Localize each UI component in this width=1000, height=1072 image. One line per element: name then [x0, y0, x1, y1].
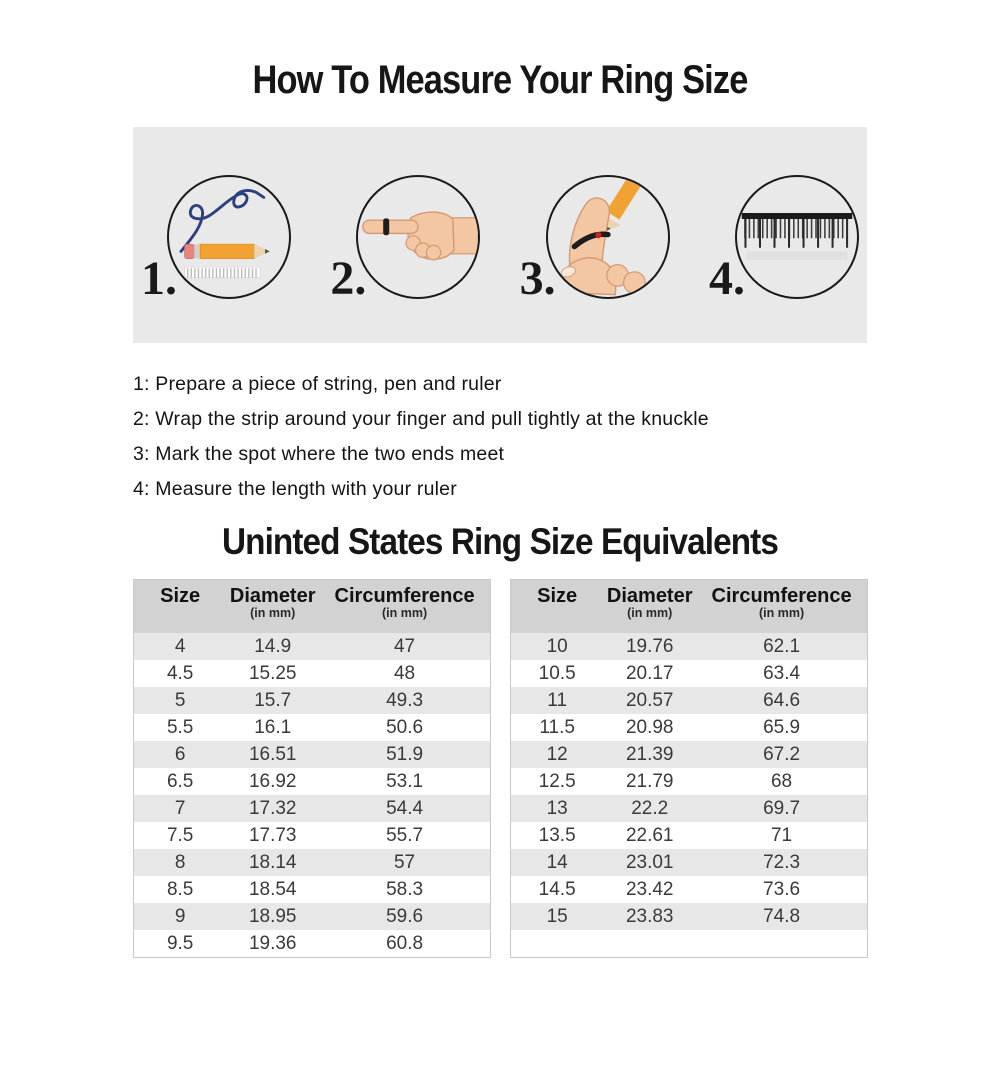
- table-cell: 17.32: [248, 798, 297, 819]
- table-cell: 11.5: [539, 717, 575, 738]
- size-table-right: [510, 579, 868, 958]
- table-cell: 55.7: [386, 825, 424, 846]
- table-row: [511, 795, 868, 822]
- step-1-group: [141, 127, 291, 303]
- table-row: [134, 768, 491, 795]
- table-cell: 10.5: [538, 663, 576, 684]
- table-cell: 13.5: [538, 825, 576, 846]
- table-cell: 72.3: [763, 852, 801, 873]
- table-row: [511, 876, 868, 903]
- table-row: [511, 687, 868, 714]
- table-cell: 15: [546, 906, 568, 927]
- table-title: Uninted States Ring Size Equivalents: [221, 521, 779, 562]
- table-cell: 16.1: [254, 717, 292, 738]
- table-row: [511, 741, 868, 768]
- table-cell: 65.9: [763, 717, 801, 738]
- table-cell: 7.5: [166, 825, 194, 846]
- table-row: [134, 903, 491, 930]
- table-row: [511, 930, 868, 958]
- table-cell: 9.5: [166, 933, 194, 954]
- table-cell: 8.5: [166, 879, 194, 900]
- table-cell: [603, 930, 696, 958]
- table-cell: 5: [174, 690, 186, 711]
- size-table-left: [133, 579, 491, 958]
- instruction-step-1: 1: Prepare a piece of string, pen and ruler: [133, 373, 502, 395]
- table-cell: 49.3: [386, 690, 424, 711]
- table-cell: 17.73: [248, 825, 297, 846]
- column-header-circumference: Circumference (in mm): [319, 580, 490, 634]
- column-header-size: Size: [511, 580, 604, 634]
- table-cell: 14.9: [254, 636, 292, 657]
- table-cell: 64.6: [763, 690, 801, 711]
- table-row: [511, 849, 868, 876]
- step-4-group: [709, 127, 859, 303]
- table-cell: [696, 930, 867, 958]
- table-cell: 54.4: [386, 798, 424, 819]
- table-cell: 10: [546, 636, 568, 657]
- table-cell: 23.42: [625, 879, 674, 900]
- instruction-step-3: 3: Mark the spot where the two ends meet: [133, 443, 505, 465]
- step-4-number: 4.: [708, 252, 745, 305]
- table-cell: 62.1: [763, 636, 801, 657]
- table-cell: 19.36: [248, 933, 297, 954]
- table-row: [134, 741, 491, 768]
- table-cell: 20.57: [625, 690, 674, 711]
- table-cell: 47: [393, 636, 416, 657]
- table-cell: 12.5: [538, 771, 576, 792]
- table-row: [134, 660, 491, 687]
- table-row: [134, 822, 491, 849]
- unit-label: (in mm): [758, 606, 805, 620]
- table-cell: 15.25: [248, 663, 297, 684]
- table-cell: 22.61: [625, 825, 674, 846]
- step-3-group: [520, 127, 670, 303]
- table-cell: 5.5: [166, 717, 194, 738]
- table-cell: 9: [174, 906, 186, 927]
- column-header-diameter: Diameter (in mm): [226, 580, 319, 634]
- table-cell: 13: [546, 798, 568, 819]
- table-row: [511, 822, 868, 849]
- table-cell: 11: [547, 690, 568, 711]
- table-cell: 60.8: [386, 933, 424, 954]
- illustration-panel: [133, 127, 867, 343]
- column-header-circumference: Circumference (in mm): [696, 580, 867, 634]
- unit-label: (in mm): [627, 606, 673, 620]
- table-header-row: [134, 580, 491, 634]
- table-cell: 4: [174, 636, 186, 657]
- column-header-size: Size: [134, 580, 227, 634]
- table-cell: 6.5: [166, 771, 194, 792]
- table-cell: 19.76: [625, 636, 674, 657]
- string-pen-ruler-icon: [167, 175, 291, 299]
- table-row: [134, 849, 491, 876]
- table-cell: 68: [770, 771, 793, 792]
- table-cell: 7: [174, 798, 186, 819]
- table-cell: 6: [174, 744, 186, 765]
- table-cell: 18.95: [248, 906, 297, 927]
- table-row: [511, 903, 868, 930]
- table-cell: 53.1: [386, 771, 424, 792]
- pointing-hand-icon: [356, 175, 480, 299]
- instruction-step-4: 4: Measure the length with your ruler: [133, 478, 457, 500]
- page-title: How To Measure Your Ring Size: [252, 58, 748, 102]
- table-cell: 69.7: [763, 798, 801, 819]
- table-cell: 20.17: [625, 663, 674, 684]
- column-header-diameter: Diameter (in mm): [603, 580, 696, 634]
- table-cell: 21.79: [625, 771, 674, 792]
- step-2-group: [330, 127, 480, 303]
- table-row: [511, 633, 868, 660]
- ruler-scale-icon: [735, 175, 859, 299]
- table-cell: 71: [770, 825, 793, 846]
- table-row: [511, 660, 868, 687]
- table-cell: 21.39: [625, 744, 674, 765]
- table-cell: 63.4: [763, 663, 801, 684]
- table-cell: 4.5: [166, 663, 194, 684]
- table-row: [511, 714, 868, 741]
- table-row: [134, 930, 491, 958]
- instruction-step-2: 2: Wrap the strip around your finger and pull tightly at the knuckle: [133, 408, 709, 430]
- table-row: [134, 687, 491, 714]
- table-cell: 12: [546, 744, 568, 765]
- table-cell: 58.3: [386, 879, 424, 900]
- table-cell: 23.01: [625, 852, 674, 873]
- table-header-row: [511, 580, 868, 634]
- table-row: [134, 714, 491, 741]
- table-row: [134, 795, 491, 822]
- mark-ends-icon: [546, 175, 670, 299]
- table-cell: 14.5: [538, 879, 576, 900]
- table-cell: [511, 930, 604, 958]
- table-cell: 14: [546, 852, 568, 873]
- table-cell: 20.98: [625, 717, 674, 738]
- table-row: [134, 633, 491, 660]
- table-cell: 15.7: [254, 690, 292, 711]
- table-cell: 50.6: [386, 717, 424, 738]
- table-cell: 67.2: [763, 744, 801, 765]
- table-cell: 73.6: [763, 879, 801, 900]
- instruction-list: [133, 367, 867, 507]
- table-row: [511, 768, 868, 795]
- table-cell: 16.51: [248, 744, 297, 765]
- table-cell: 51.9: [386, 744, 424, 765]
- table-cell: 16.92: [248, 771, 297, 792]
- table-cell: 18.14: [248, 852, 297, 873]
- table-cell: 18.54: [248, 879, 297, 900]
- table-cell: 8: [174, 852, 186, 873]
- size-tables: [133, 579, 867, 958]
- table-cell: 74.8: [763, 906, 801, 927]
- step-3-number: 3.: [519, 252, 556, 305]
- table-row: [134, 876, 491, 903]
- step-1-number: 1.: [141, 252, 177, 305]
- table-cell: 23.83: [625, 906, 674, 927]
- page: [133, 58, 867, 958]
- table-cell: 59.6: [386, 906, 424, 927]
- unit-label: (in mm): [381, 606, 428, 620]
- step-2-number: 2.: [330, 252, 367, 305]
- table-cell: 48: [393, 663, 416, 684]
- unit-label: (in mm): [250, 606, 296, 620]
- table-cell: 57: [393, 852, 416, 873]
- table-cell: 22.2: [631, 798, 669, 819]
